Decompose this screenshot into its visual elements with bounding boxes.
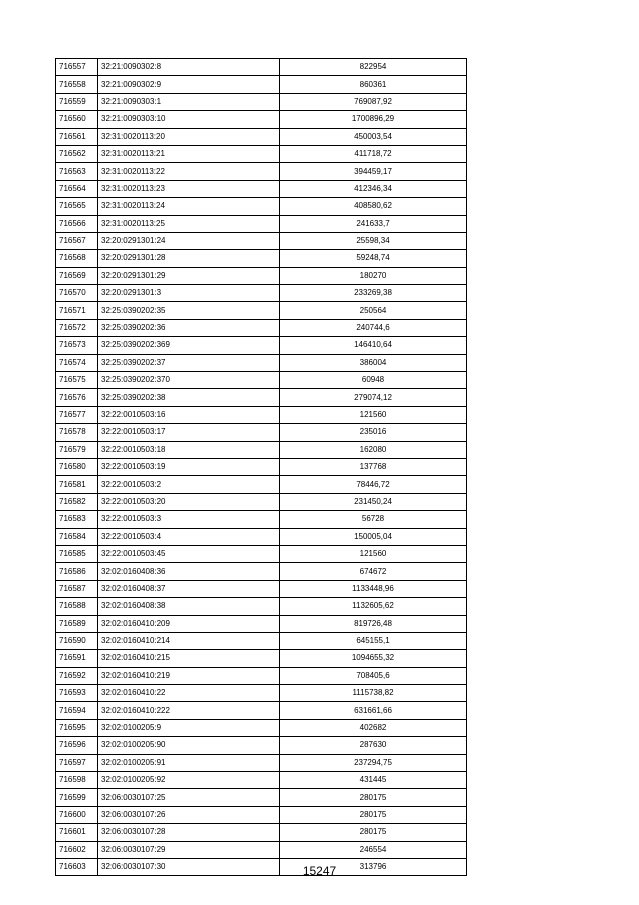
row-id-cell: 716580 bbox=[56, 458, 98, 475]
table-row bbox=[56, 493, 467, 510]
value-cell: 121560 bbox=[280, 406, 467, 423]
table-row bbox=[56, 389, 467, 406]
row-id-cell: 716577 bbox=[56, 406, 98, 423]
row-id-cell: 716566 bbox=[56, 215, 98, 232]
table-row bbox=[56, 354, 467, 371]
value-cell: 235016 bbox=[280, 424, 467, 441]
table-row bbox=[56, 580, 467, 597]
value-cell: 313796 bbox=[280, 858, 467, 875]
row-id-cell: 716602 bbox=[56, 841, 98, 858]
value-cell: 1094655,32 bbox=[280, 650, 467, 667]
value-cell: 237294,75 bbox=[280, 754, 467, 771]
value-cell: 121560 bbox=[280, 545, 467, 562]
cadastral-number-cell: 32:20:0291301:24 bbox=[98, 232, 280, 249]
value-cell: 280175 bbox=[280, 824, 467, 841]
cadastral-number-cell: 32:02:0160410:209 bbox=[98, 615, 280, 632]
row-id-cell: 716595 bbox=[56, 719, 98, 736]
value-cell: 78446,72 bbox=[280, 476, 467, 493]
cadastral-number-cell: 32:31:0020113:21 bbox=[98, 145, 280, 162]
value-cell: 819726,48 bbox=[280, 615, 467, 632]
row-id-cell: 716590 bbox=[56, 632, 98, 649]
row-id-cell: 716573 bbox=[56, 337, 98, 354]
value-cell: 180270 bbox=[280, 267, 467, 284]
table-row bbox=[56, 372, 467, 389]
cadastral-number-cell: 32:31:0020113:22 bbox=[98, 163, 280, 180]
table-row bbox=[56, 650, 467, 667]
row-id-cell: 716592 bbox=[56, 667, 98, 684]
table-row bbox=[56, 615, 467, 632]
value-cell: 708405,6 bbox=[280, 667, 467, 684]
value-cell: 150005,04 bbox=[280, 528, 467, 545]
row-id-cell: 716559 bbox=[56, 93, 98, 110]
table-row bbox=[56, 528, 467, 545]
row-id-cell: 716586 bbox=[56, 563, 98, 580]
value-cell: 386004 bbox=[280, 354, 467, 371]
row-id-cell: 716563 bbox=[56, 163, 98, 180]
row-id-cell: 716598 bbox=[56, 772, 98, 789]
cadastral-number-cell: 32:20:0291301:29 bbox=[98, 267, 280, 284]
cadastral-number-cell: 32:02:0160410:214 bbox=[98, 632, 280, 649]
value-cell: 431445 bbox=[280, 772, 467, 789]
value-cell: 280175 bbox=[280, 806, 467, 823]
table-row bbox=[56, 198, 467, 215]
table-row bbox=[56, 806, 467, 823]
cadastral-number-cell: 32:02:0160410:222 bbox=[98, 702, 280, 719]
table-row bbox=[56, 632, 467, 649]
table-row bbox=[56, 232, 467, 249]
table-row bbox=[56, 424, 467, 441]
cadastral-number-cell: 32:21:0090303:1 bbox=[98, 93, 280, 110]
value-cell: 240744,6 bbox=[280, 319, 467, 336]
table-row bbox=[56, 598, 467, 615]
cadastral-number-cell: 32:20:0291301:3 bbox=[98, 285, 280, 302]
value-cell: 246554 bbox=[280, 841, 467, 858]
table-row bbox=[56, 319, 467, 336]
table-row bbox=[56, 789, 467, 806]
value-cell: 56728 bbox=[280, 511, 467, 528]
table-row bbox=[56, 76, 467, 93]
value-cell: 25598,34 bbox=[280, 232, 467, 249]
page-number: 15247 bbox=[302, 864, 337, 878]
row-id-cell: 716560 bbox=[56, 111, 98, 128]
table-row bbox=[56, 337, 467, 354]
row-id-cell: 716561 bbox=[56, 128, 98, 145]
table-row bbox=[56, 441, 467, 458]
value-cell: 402682 bbox=[280, 719, 467, 736]
table-row bbox=[56, 824, 467, 841]
cadastral-number-cell: 32:31:0020113:24 bbox=[98, 198, 280, 215]
cadastral-number-cell: 32:25:0390202:38 bbox=[98, 389, 280, 406]
cadastral-number-cell: 32:22:0010503:3 bbox=[98, 511, 280, 528]
value-cell: 146410,64 bbox=[280, 337, 467, 354]
value-cell: 412346,34 bbox=[280, 180, 467, 197]
row-id-cell: 716584 bbox=[56, 528, 98, 545]
value-cell: 645155,1 bbox=[280, 632, 467, 649]
value-cell: 394459,17 bbox=[280, 163, 467, 180]
value-cell: 1133448,96 bbox=[280, 580, 467, 597]
cadastral-number-cell: 32:21:0090302:9 bbox=[98, 76, 280, 93]
table-row bbox=[56, 215, 467, 232]
cadastral-number-cell: 32:22:0010503:17 bbox=[98, 424, 280, 441]
value-cell: 1700896,29 bbox=[280, 111, 467, 128]
cadastral-number-cell: 32:31:0020113:20 bbox=[98, 128, 280, 145]
cadastral-number-cell: 32:21:0090302:8 bbox=[98, 59, 280, 76]
data-table bbox=[55, 58, 467, 876]
row-id-cell: 716596 bbox=[56, 737, 98, 754]
value-cell: 822954 bbox=[280, 59, 467, 76]
cadastral-number-cell: 32:02:0160410:219 bbox=[98, 667, 280, 684]
table-row bbox=[56, 545, 467, 562]
row-id-cell: 716571 bbox=[56, 302, 98, 319]
table-row bbox=[56, 511, 467, 528]
value-cell: 250564 bbox=[280, 302, 467, 319]
table-row bbox=[56, 702, 467, 719]
value-cell: 769087,92 bbox=[280, 93, 467, 110]
value-cell: 674672 bbox=[280, 563, 467, 580]
value-cell: 59248,74 bbox=[280, 250, 467, 267]
cadastral-number-cell: 32:22:0010503:45 bbox=[98, 545, 280, 562]
table-row bbox=[56, 458, 467, 475]
cadastral-number-cell: 32:06:0030107:30 bbox=[98, 858, 280, 875]
value-cell: 408580,62 bbox=[280, 198, 467, 215]
value-cell: 287630 bbox=[280, 737, 467, 754]
cadastral-number-cell: 32:25:0390202:370 bbox=[98, 372, 280, 389]
table-row bbox=[56, 180, 467, 197]
table-row bbox=[56, 145, 467, 162]
table-row bbox=[56, 685, 467, 702]
cadastral-number-cell: 32:22:0010503:2 bbox=[98, 476, 280, 493]
row-id-cell: 716568 bbox=[56, 250, 98, 267]
row-id-cell: 716569 bbox=[56, 267, 98, 284]
value-cell: 1115738,82 bbox=[280, 685, 467, 702]
value-cell: 411718,72 bbox=[280, 145, 467, 162]
cadastral-number-cell: 32:22:0010503:4 bbox=[98, 528, 280, 545]
cadastral-number-cell: 32:02:0160410:22 bbox=[98, 685, 280, 702]
row-id-cell: 716599 bbox=[56, 789, 98, 806]
value-cell: 631661,66 bbox=[280, 702, 467, 719]
cadastral-number-cell: 32:02:0100205:91 bbox=[98, 754, 280, 771]
cadastral-number-cell: 32:22:0010503:20 bbox=[98, 493, 280, 510]
row-id-cell: 716597 bbox=[56, 754, 98, 771]
cadastral-number-cell: 32:22:0010503:18 bbox=[98, 441, 280, 458]
value-cell: 279074,12 bbox=[280, 389, 467, 406]
table-row bbox=[56, 737, 467, 754]
table-row bbox=[56, 841, 467, 858]
cadastral-number-cell: 32:02:0100205:9 bbox=[98, 719, 280, 736]
row-id-cell: 716570 bbox=[56, 285, 98, 302]
cadastral-number-cell: 32:06:0030107:25 bbox=[98, 789, 280, 806]
table-row bbox=[56, 719, 467, 736]
row-id-cell: 716574 bbox=[56, 354, 98, 371]
table-row bbox=[56, 754, 467, 771]
value-cell: 280175 bbox=[280, 789, 467, 806]
cadastral-number-cell: 32:02:0100205:90 bbox=[98, 737, 280, 754]
row-id-cell: 716578 bbox=[56, 424, 98, 441]
cadastral-number-cell: 32:06:0030107:28 bbox=[98, 824, 280, 841]
row-id-cell: 716564 bbox=[56, 180, 98, 197]
row-id-cell: 716591 bbox=[56, 650, 98, 667]
cadastral-number-cell: 32:25:0390202:35 bbox=[98, 302, 280, 319]
cadastral-number-cell: 32:02:0160408:37 bbox=[98, 580, 280, 597]
row-id-cell: 716600 bbox=[56, 806, 98, 823]
row-id-cell: 716581 bbox=[56, 476, 98, 493]
table-row bbox=[56, 111, 467, 128]
cadastral-number-cell: 32:02:0160408:38 bbox=[98, 598, 280, 615]
cadastral-number-cell: 32:31:0020113:23 bbox=[98, 180, 280, 197]
row-id-cell: 716603 bbox=[56, 858, 98, 875]
table-row bbox=[56, 302, 467, 319]
value-cell: 60948 bbox=[280, 372, 467, 389]
row-id-cell: 716585 bbox=[56, 545, 98, 562]
row-id-cell: 716587 bbox=[56, 580, 98, 597]
row-id-cell: 716562 bbox=[56, 145, 98, 162]
value-cell: 1132605,62 bbox=[280, 598, 467, 615]
table-row bbox=[56, 128, 467, 145]
value-cell: 233269,38 bbox=[280, 285, 467, 302]
value-cell: 450003,54 bbox=[280, 128, 467, 145]
cadastral-number-cell: 32:25:0390202:369 bbox=[98, 337, 280, 354]
table-row bbox=[56, 667, 467, 684]
row-id-cell: 716557 bbox=[56, 59, 98, 76]
row-id-cell: 716601 bbox=[56, 824, 98, 841]
row-id-cell: 716589 bbox=[56, 615, 98, 632]
cadastral-number-cell: 32:22:0010503:16 bbox=[98, 406, 280, 423]
cadastral-number-cell: 32:20:0291301:28 bbox=[98, 250, 280, 267]
row-id-cell: 716583 bbox=[56, 511, 98, 528]
row-id-cell: 716593 bbox=[56, 685, 98, 702]
cadastral-number-cell: 32:25:0390202:36 bbox=[98, 319, 280, 336]
row-id-cell: 716579 bbox=[56, 441, 98, 458]
table-row bbox=[56, 285, 467, 302]
cadastral-number-cell: 32:22:0010503:19 bbox=[98, 458, 280, 475]
table-row bbox=[56, 59, 467, 76]
table-row bbox=[56, 267, 467, 284]
table-row bbox=[56, 772, 467, 789]
row-id-cell: 716567 bbox=[56, 232, 98, 249]
table-row bbox=[56, 476, 467, 493]
cadastral-number-cell: 32:31:0020113:25 bbox=[98, 215, 280, 232]
table-body bbox=[56, 59, 467, 876]
row-id-cell: 716565 bbox=[56, 198, 98, 215]
row-id-cell: 716576 bbox=[56, 389, 98, 406]
row-id-cell: 716575 bbox=[56, 372, 98, 389]
value-cell: 231450,24 bbox=[280, 493, 467, 510]
value-cell: 241633,7 bbox=[280, 215, 467, 232]
table-row bbox=[56, 250, 467, 267]
cadastral-number-cell: 32:21:0090303:10 bbox=[98, 111, 280, 128]
value-cell: 860361 bbox=[280, 76, 467, 93]
row-id-cell: 716594 bbox=[56, 702, 98, 719]
table-row bbox=[56, 163, 467, 180]
cadastral-number-cell: 32:06:0030107:29 bbox=[98, 841, 280, 858]
cadastral-number-cell: 32:02:0100205:92 bbox=[98, 772, 280, 789]
cadastral-number-cell: 32:25:0390202:37 bbox=[98, 354, 280, 371]
table-row bbox=[56, 563, 467, 580]
cadastral-number-cell: 32:02:0160408:36 bbox=[98, 563, 280, 580]
row-id-cell: 716588 bbox=[56, 598, 98, 615]
cadastral-number-cell: 32:06:0030107:26 bbox=[98, 806, 280, 823]
row-id-cell: 716582 bbox=[56, 493, 98, 510]
table-row bbox=[56, 406, 467, 423]
row-id-cell: 716572 bbox=[56, 319, 98, 336]
value-cell: 137768 bbox=[280, 458, 467, 475]
table-row bbox=[56, 93, 467, 110]
row-id-cell: 716558 bbox=[56, 76, 98, 93]
cadastral-number-cell: 32:02:0160410:215 bbox=[98, 650, 280, 667]
value-cell: 162080 bbox=[280, 441, 467, 458]
